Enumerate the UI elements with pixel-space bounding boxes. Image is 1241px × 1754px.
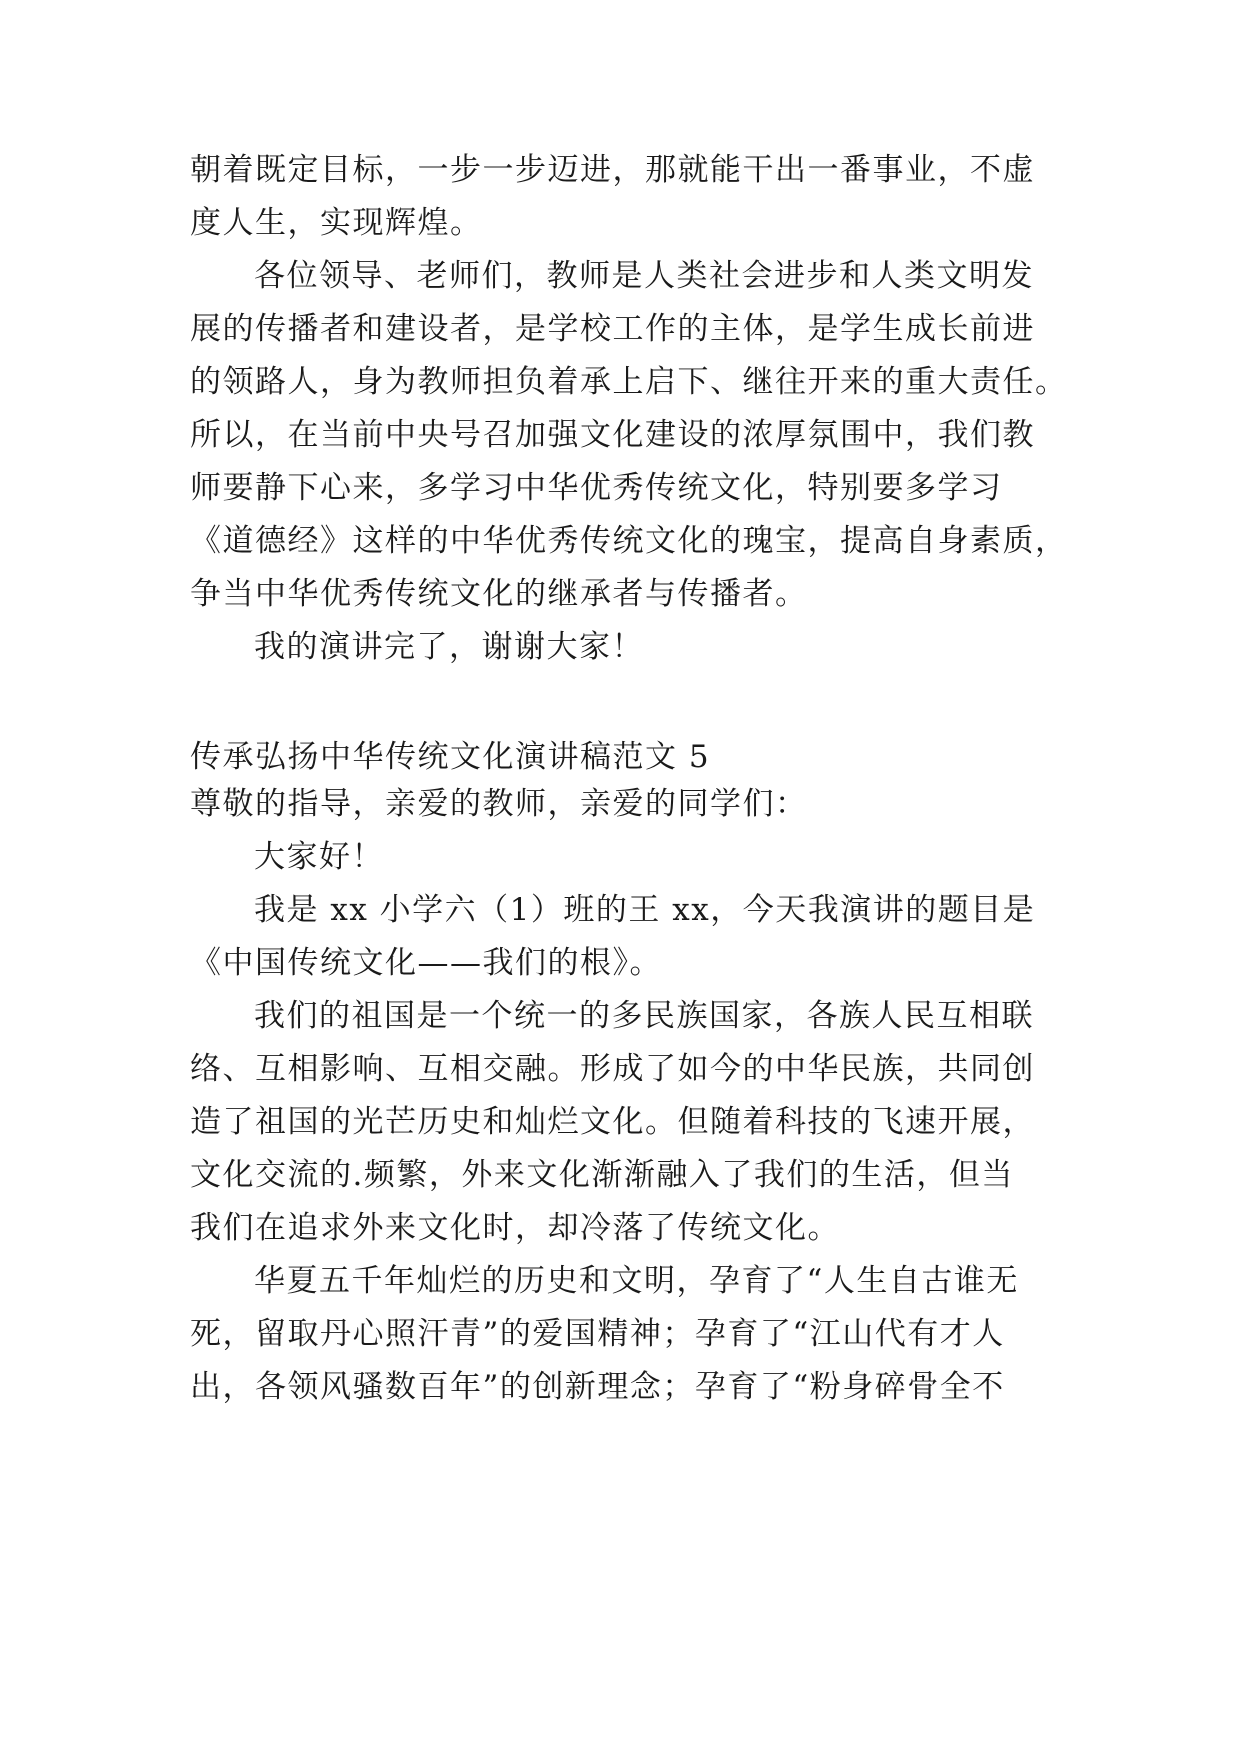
paragraph-line: 出，各领风骚数百年”的创新理念；孕育了“粉身碎骨全不 bbox=[190, 1369, 1005, 1405]
paragraph-line: 所以，在当前中央号召加强文化建设的浓厚氛围中，我们教 bbox=[190, 417, 1035, 453]
paragraph-line: 《中国传统文化——我们的根》。 bbox=[190, 945, 662, 981]
paragraph-line: 度人生，实现辉煌。 bbox=[190, 205, 483, 241]
paragraph-line: 造了祖国的光芒历史和灿烂文化。但随着科技的飞速开展， bbox=[190, 1104, 1035, 1140]
paragraph-line: 《道德经》这样的中华优秀传统文化的瑰宝，提高自身素质， bbox=[190, 523, 1068, 559]
paragraph-line: 争当中华优秀传统文化的继承者与传播者。 bbox=[190, 576, 808, 612]
paragraph-line: 我是 xx 小学六（1）班的王 xx，今天我演讲的题目是 bbox=[254, 892, 1036, 928]
paragraph-line: 展的传播者和建设者，是学校工作的主体，是学生成长前进 bbox=[190, 311, 1035, 347]
paragraph-line: 络、互相影响、互相交融。形成了如今的中华民族，共同创 bbox=[190, 1051, 1035, 1087]
paragraph-line: 我们的祖国是一个统一的多民族国家，各族人民互相联 bbox=[254, 998, 1034, 1034]
paragraph-line: 师要静下心来，多学习中华优秀传统文化，特别要多学习 bbox=[190, 470, 1003, 506]
greeting: 大家好！ bbox=[254, 839, 384, 875]
paragraph-line: 华夏五千年灿烂的历史和文明，孕育了“人生自古谁无 bbox=[254, 1263, 1019, 1299]
paragraph-line: 文化交流的.频繁，外来文化渐渐融入了我们的生活，但当 bbox=[190, 1157, 1014, 1193]
section-title: 传承弘扬中华传统文化演讲稿范文 5 bbox=[190, 739, 711, 775]
paragraph-line: 各位领导、老师们，教师是人类社会进步和人类文明发 bbox=[254, 258, 1034, 294]
paragraph-line: 死，留取丹心照汗青”的爱国精神；孕育了“江山代有才人 bbox=[190, 1316, 1005, 1352]
paragraph-line: 我们在追求外来文化时，却冷落了传统文化。 bbox=[190, 1210, 840, 1246]
salutation: 尊敬的指导，亲爱的教师，亲爱的同学们： bbox=[190, 786, 808, 822]
paragraph-line: 的领路人，身为教师担负着承上启下、继往开来的重大责任。 bbox=[190, 364, 1068, 400]
paragraph-line: 朝着既定目标，一步一步迈进，那就能干出一番事业，不虚 bbox=[190, 152, 1035, 188]
paragraph-line: 我的演讲完了，谢谢大家！ bbox=[254, 629, 644, 665]
